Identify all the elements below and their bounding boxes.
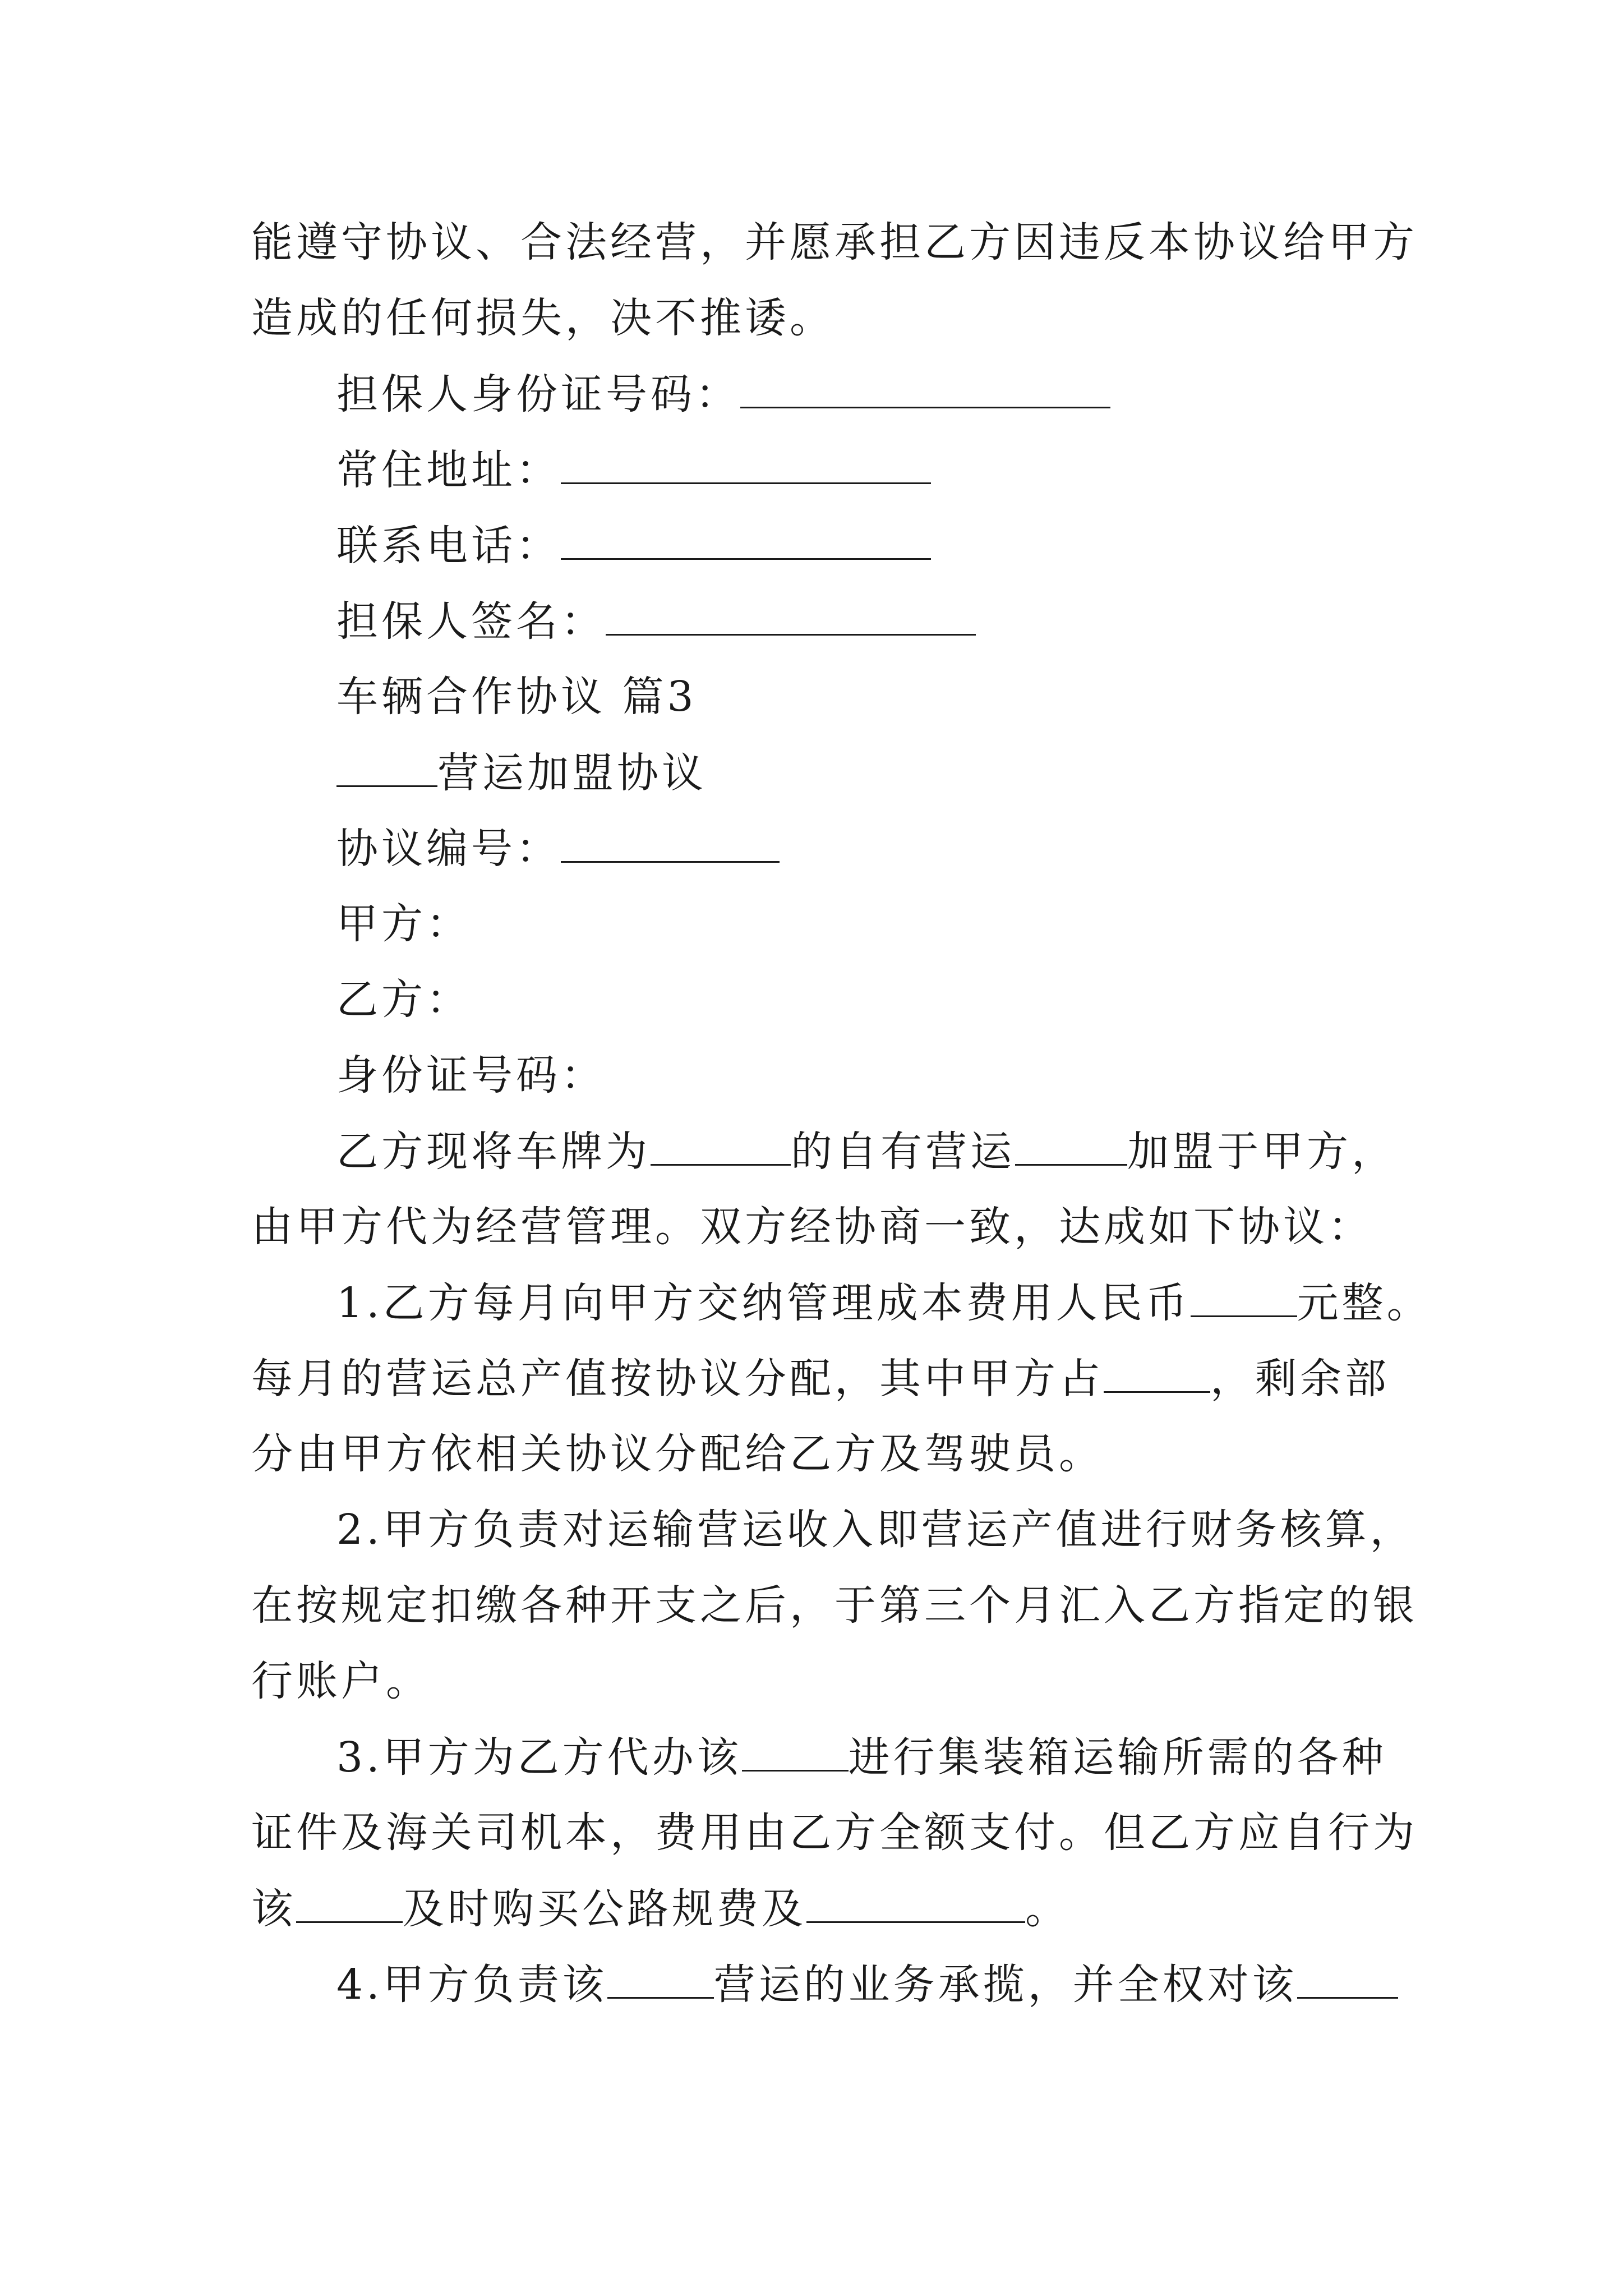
text-segment: 造成的任何损失，决不推诿。: [251, 294, 834, 342]
text-segment: 。: [1025, 1885, 1070, 1933]
text-segment: 证件及海关司机本，费用由乙方全额支付。但乙方应自行为: [251, 1809, 1418, 1857]
phone-line: [336, 522, 931, 570]
signature-blank: [606, 600, 976, 636]
section-heading: [336, 673, 697, 721]
text-segment: 及时购买公路规费及: [403, 1885, 806, 1933]
fee-blank: [1191, 1282, 1297, 1317]
text-line: [336, 1128, 1396, 1176]
id-number-line: [336, 1051, 606, 1099]
text-segment: ，剩余部: [1210, 1355, 1390, 1403]
vehicle-blank: [1297, 1963, 1398, 1999]
text-line: [251, 1657, 431, 1705]
agreement-number-label: 协议编号：: [336, 825, 561, 873]
phone-blank: [561, 524, 931, 560]
guarantor-id-line: [336, 370, 1110, 418]
fee-item-blank: [806, 1888, 1025, 1923]
text-segment: 乙方现将车牌为: [336, 1128, 651, 1176]
vehicle-blank: [742, 1736, 849, 1772]
text-line: [251, 1355, 1390, 1403]
text-line: [251, 1809, 1418, 1857]
text-line: [251, 294, 834, 342]
text-segment: 由甲方代为经营管理。双方经协商一致，达成如下协议：: [251, 1203, 1373, 1251]
clause-3: [336, 1733, 1387, 1782]
vehicle-blank: [296, 1888, 403, 1923]
text-segment: 1.乙方每月向甲方交纳管理成本费用人民币: [336, 1279, 1191, 1327]
address-label: 常住地址：: [336, 446, 561, 494]
party-b-label: 乙方：: [336, 976, 471, 1024]
text-segment: 3.甲方为乙方代办该: [336, 1733, 742, 1782]
text-segment: 行账户。: [251, 1657, 431, 1705]
text-line: [251, 1885, 1070, 1933]
party-a-label: 甲方：: [336, 900, 471, 948]
text-segment: 该: [251, 1885, 296, 1933]
signature-label: 担保人签名：: [336, 597, 606, 646]
text-line: [251, 1581, 1418, 1630]
text-segment: 元整。: [1297, 1279, 1432, 1327]
text-line: [251, 1203, 1373, 1251]
clause-4: [336, 1961, 1398, 2009]
title-blank: [336, 752, 437, 787]
text-segment: 分由甲方依相关协议分配给乙方及驾驶员。: [251, 1430, 1104, 1478]
guarantor-id-label: 担保人身份证号码：: [336, 370, 740, 418]
address-blank: [561, 449, 931, 484]
id-number-label: 身份证号码：: [336, 1051, 606, 1099]
plate-blank: [651, 1130, 791, 1166]
clause-1: [336, 1279, 1432, 1327]
text-segment: 在按规定扣缴各种开支之后，于第三个月汇入乙方指定的银: [251, 1581, 1418, 1630]
text-segment: 能遵守协议、合法经营，并愿承担乙方因违反本协议给甲方: [251, 218, 1418, 266]
address-line: [336, 446, 931, 494]
text-segment: 2.甲方负责对运输营运收入即营运产值进行财务核算，: [336, 1506, 1415, 1554]
share-blank: [1104, 1358, 1210, 1393]
party-b-line: [336, 976, 471, 1024]
section-heading-text: 车辆合作协议 篇3: [336, 673, 697, 721]
text-segment: 进行集装箱运输所需的各种: [848, 1733, 1387, 1782]
text-line: [251, 1430, 1104, 1478]
vehicle-blank: [607, 1963, 714, 1999]
vehicle-blank: [1015, 1130, 1127, 1166]
clause-2: [336, 1506, 1415, 1554]
text-segment: 加盟于甲方，: [1127, 1128, 1396, 1176]
guarantor-id-blank: [740, 373, 1110, 408]
party-a-line: [336, 900, 471, 948]
agreement-title: [336, 749, 707, 797]
text-segment: 营运的业务承揽，并全权对该: [713, 1961, 1297, 2009]
agreement-title-text: 营运加盟协议: [437, 749, 707, 797]
agreement-number-blank: [561, 827, 780, 863]
phone-label: 联系电话：: [336, 522, 561, 570]
text-segment: 的自有营运: [791, 1128, 1015, 1176]
signature-line: [336, 597, 976, 646]
agreement-number-line: [336, 825, 780, 873]
text-line: [251, 218, 1418, 266]
text-segment: 4.甲方负责该: [336, 1961, 607, 2009]
text-segment: 每月的营运总产值按协议分配，其中甲方占: [251, 1355, 1104, 1403]
